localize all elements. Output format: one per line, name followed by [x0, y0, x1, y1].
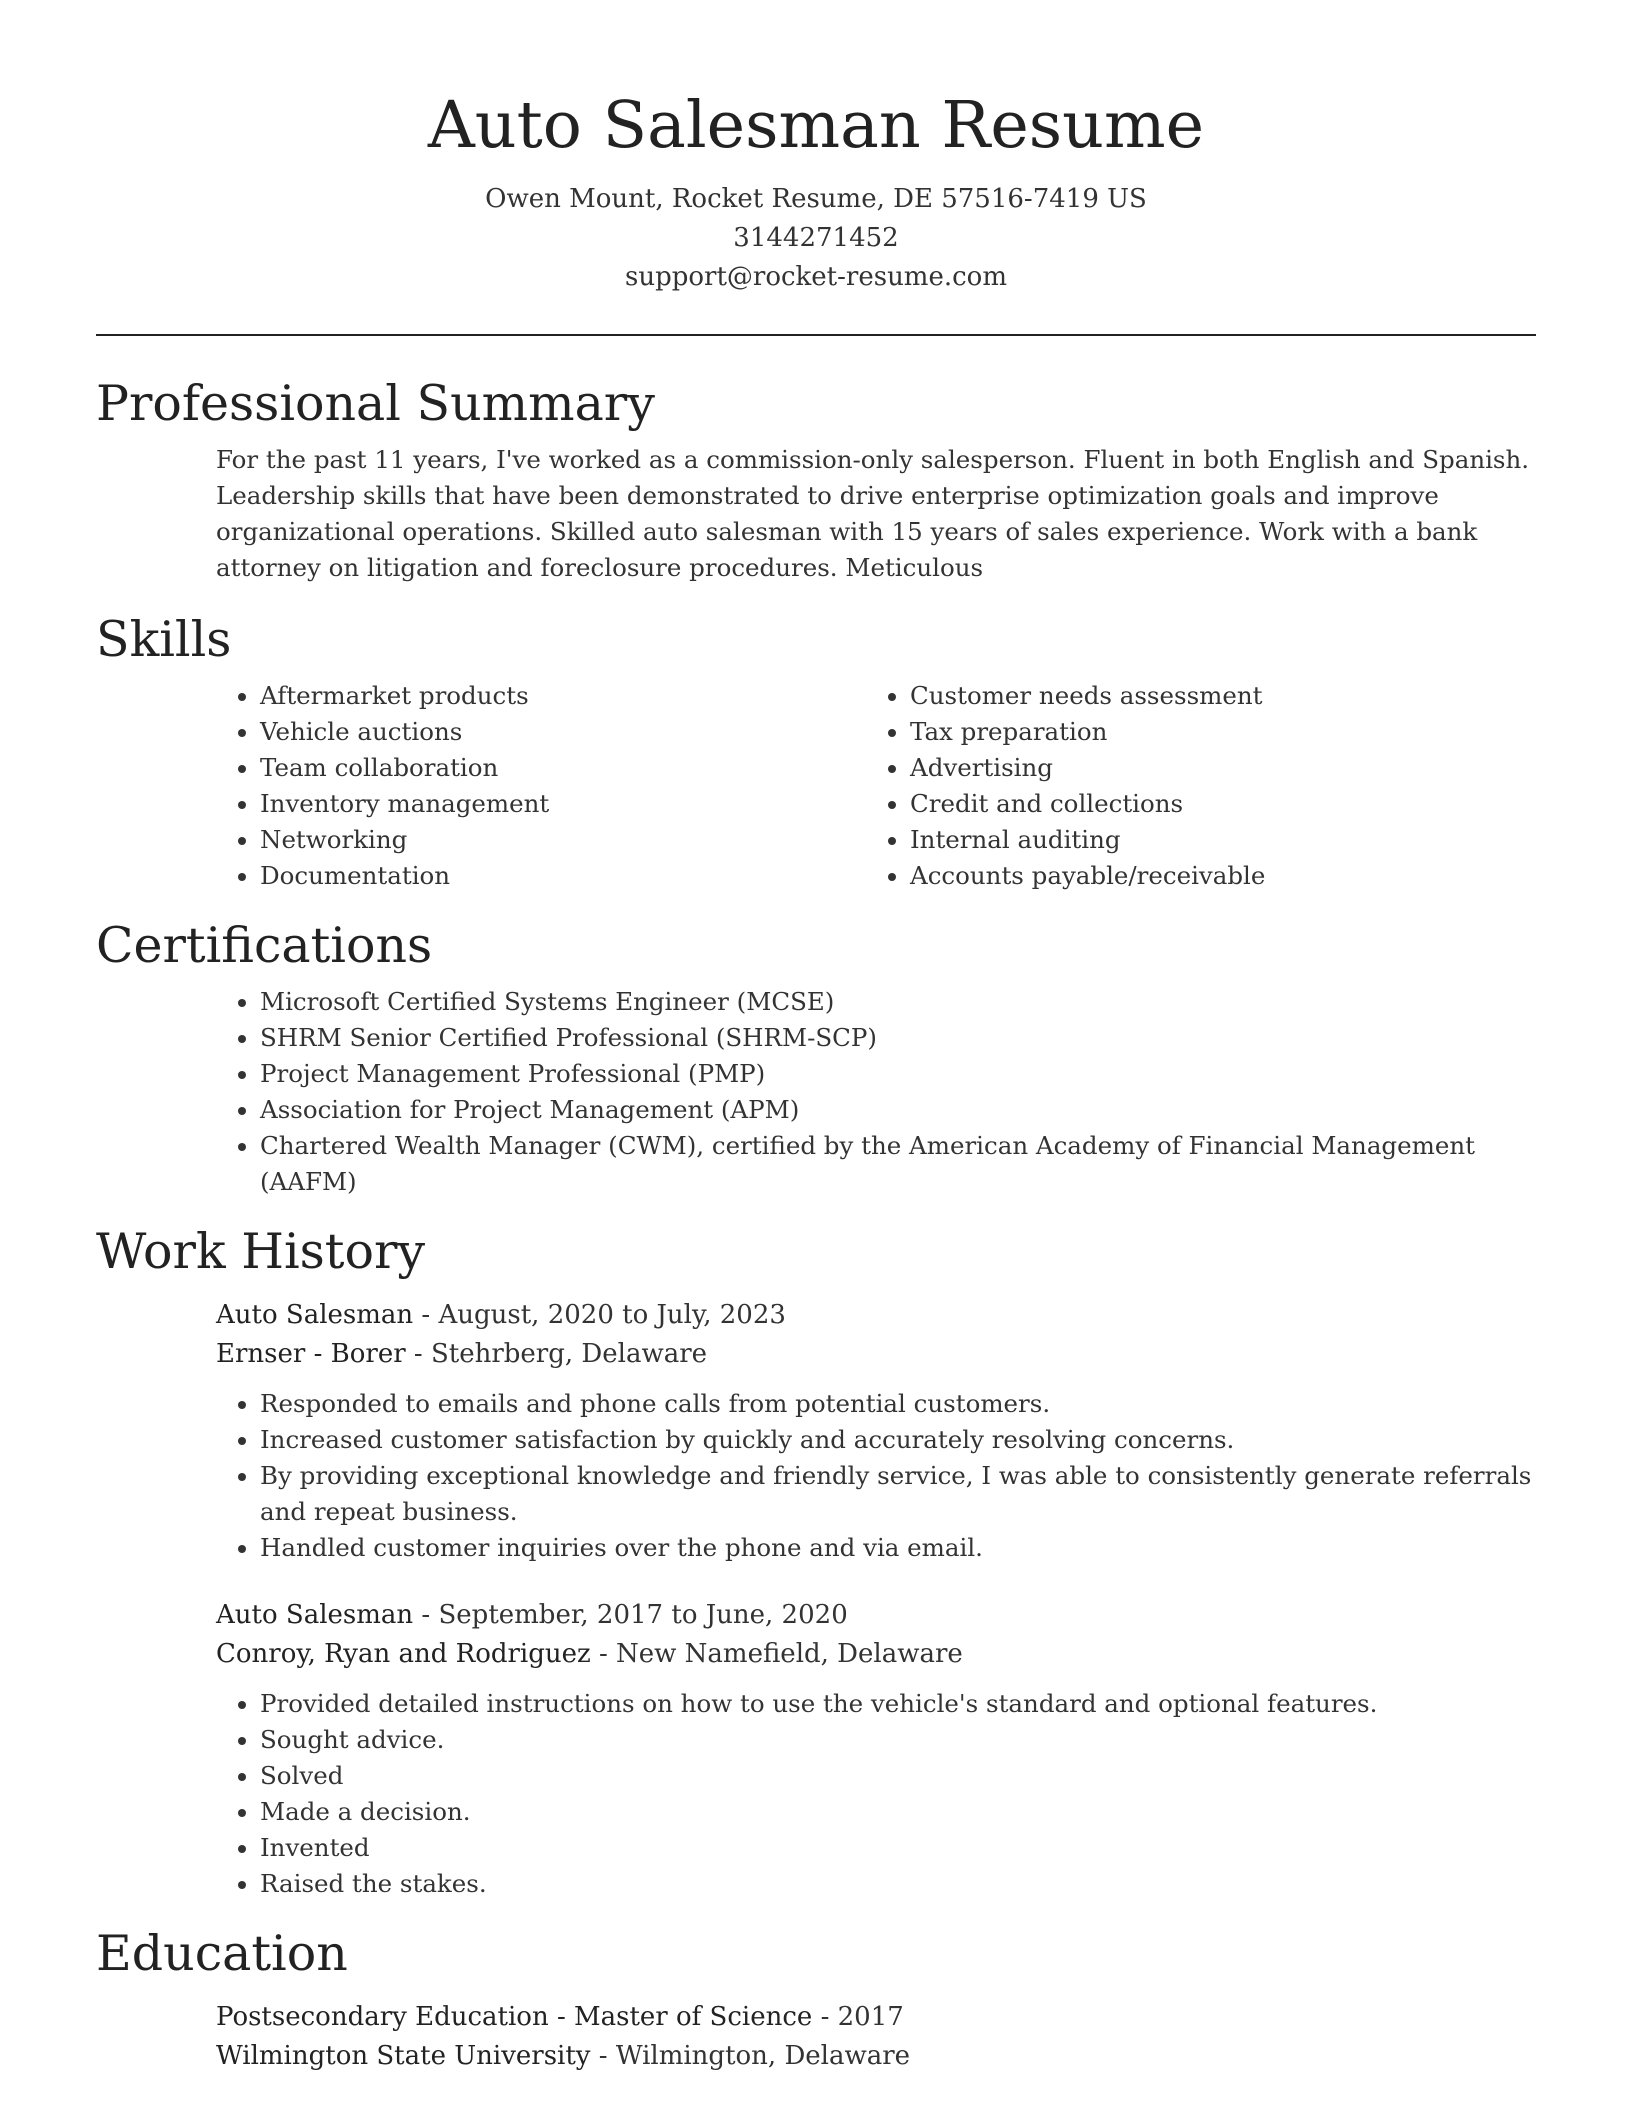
- skill-item: • Customer needs assessment: [910, 678, 1510, 714]
- job-entry: [96, 1296, 1536, 1566]
- certifications-section: [96, 916, 1536, 1200]
- education-entry: [96, 1998, 1536, 2076]
- education-degree-line: [216, 1998, 1536, 2037]
- summary-section: [96, 374, 1536, 586]
- skill-item: • Vehicle auctions: [260, 714, 910, 750]
- skills-right-list: [910, 678, 1510, 894]
- job-company-line: [216, 1635, 1536, 1674]
- job-company: Conroy, Ryan and Rodriguez: [216, 1639, 591, 1669]
- job-title-line: [216, 1596, 1536, 1635]
- skills-left-list: [260, 678, 910, 894]
- education-school-line: [216, 2037, 1536, 2076]
- job-duty: • Provided detailed instructions on how to use the vehicle's standard and optional features.: [260, 1686, 1536, 1722]
- skill-item: • Aftermarket products: [260, 678, 910, 714]
- job-title-line: [216, 1296, 1536, 1335]
- skill-item: • Internal auditing: [910, 822, 1510, 858]
- summary-text: For the past 11 years, I've worked as a commission-only salesperson. Fluent in both English and Spanish. Leadership skills that have been demonstrated to drive enterprise optimization goals and improve organizational operations. Skilled auto salesman with 15 years of sales experience. Work with a bank attorney on litigation and foreclosure procedures. Meticulous: [216, 445, 1530, 582]
- job-duty: • Sought advice.: [260, 1722, 1536, 1758]
- certification-item: • Project Management Professional (PMP): [260, 1056, 1536, 1092]
- skills-section: [96, 610, 1536, 894]
- job-location: - New Namefield, Delaware: [590, 1639, 963, 1669]
- certification-item: • Association for Project Management (APM): [260, 1092, 1536, 1128]
- skill-item: • Documentation: [260, 858, 910, 894]
- job-dates: - August, 2020 to July, 2023: [413, 1300, 786, 1330]
- contact-phone: 3144271452: [733, 223, 899, 253]
- job-duty: • Raised the stakes.: [260, 1866, 1536, 1902]
- job-duty: • Handled customer inquiries over the phone and via email.: [260, 1530, 1536, 1566]
- certification-item: • Microsoft Certified Systems Engineer (MCSE): [260, 984, 1536, 1020]
- job-company-line: [216, 1335, 1536, 1374]
- skill-item: • Advertising: [910, 750, 1510, 786]
- education-heading: Education: [96, 1925, 348, 1982]
- job-location: - Stehrberg, Delaware: [405, 1339, 708, 1369]
- work-history-heading: Work History: [96, 1223, 426, 1280]
- resume-title: Auto Salesman Resume: [427, 88, 1205, 163]
- skill-item: • Credit and collections: [910, 786, 1510, 822]
- job-duty: • Increased customer satisfaction by quickly and accurately resolving concerns.: [260, 1422, 1536, 1458]
- job-entry: [96, 1596, 1536, 1902]
- certifications-list: [96, 984, 1536, 1200]
- skills-grid: [96, 678, 1536, 894]
- skill-item: • Tax preparation: [910, 714, 1510, 750]
- skill-item: • Team collaboration: [260, 750, 910, 786]
- job-duties-list: [96, 1386, 1536, 1566]
- job-dates: - September, 2017 to June, 2020: [413, 1600, 848, 1630]
- job-duty: • Solved: [260, 1758, 1536, 1794]
- job-title: Auto Salesman: [216, 1600, 414, 1630]
- skill-item: • Inventory management: [260, 786, 910, 822]
- contact-block: [96, 180, 1536, 297]
- skills-heading: Skills: [96, 611, 232, 668]
- job-duty: • By providing exceptional knowledge and friendly service, I was able to consistently generate referrals and repeat business.: [260, 1458, 1536, 1530]
- job-title: Auto Salesman: [216, 1300, 414, 1330]
- job-company: Ernser - Borer: [216, 1339, 406, 1369]
- contact-address: Owen Mount, Rocket Resume, DE 57516-7419 US: [485, 184, 1147, 214]
- job-duty: • Invented: [260, 1830, 1536, 1866]
- job-duty: • Responded to emails and phone calls from potential customers.: [260, 1386, 1536, 1422]
- education-year: - 2017: [812, 2002, 904, 2032]
- contact-email: support@rocket-resume.com: [624, 262, 1007, 292]
- certification-item: • SHRM Senior Certified Professional (SHRM-SCP): [260, 1020, 1536, 1056]
- job-duties-list: [96, 1686, 1536, 1902]
- skill-item: • Networking: [260, 822, 910, 858]
- certifications-heading: Certifications: [96, 917, 433, 974]
- job-duty: • Made a decision.: [260, 1794, 1536, 1830]
- education-degree: Postsecondary Education - Master of Science: [216, 2002, 813, 2032]
- education-section: [96, 1924, 1536, 2076]
- resume-page: [96, 0, 1536, 2076]
- certification-item: • Chartered Wealth Manager (CWM), certified by the American Academy of Financial Management (AAFM): [260, 1128, 1536, 1200]
- education-school: Wilmington State University: [216, 2041, 591, 2071]
- education-location: - Wilmington, Delaware: [590, 2041, 911, 2071]
- summary-heading: Professional Summary: [96, 375, 655, 432]
- work-history-section: [96, 1222, 1536, 1902]
- skill-item: • Accounts payable/receivable: [910, 858, 1510, 894]
- header-divider: [96, 334, 1536, 336]
